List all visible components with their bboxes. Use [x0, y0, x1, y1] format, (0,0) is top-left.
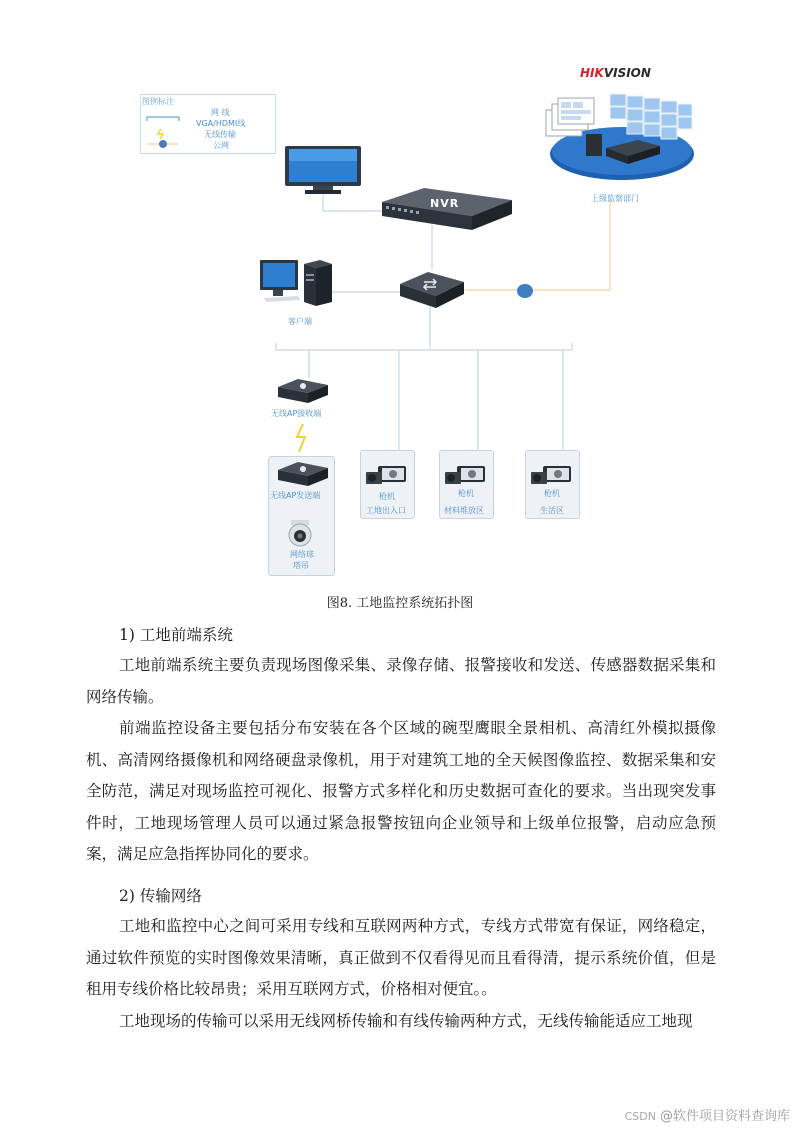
figure-caption: 图8. 工地监控系统拓扑图	[326, 596, 474, 611]
paragraph: 工地和监控中心之间可采用专线和互联网两种方式，专线方式带宽有保证，网络稳定，通过软件预览的实时图像效果清晰，真正做到不仅看得见而且看得清，提示系统价值，但是租用专线价格比较昂贵；采用互联网方式，价格相对便宜。。	[86, 917, 716, 998]
supervision-dept-label: 上级监察部门	[591, 194, 639, 203]
section-heading: 1) 工地前端系统	[119, 626, 233, 644]
ap-sender-label: 无线AP发送端	[270, 491, 321, 500]
paragraph: 工地现场的传输可以采用无线网桥传输和有线传输两种方式，无线传输能适应工地现	[119, 1012, 693, 1030]
dome-camera-name: 网络球	[290, 550, 314, 559]
legend-item-network: 网 线	[211, 108, 230, 117]
bullet-camera-icon	[443, 464, 487, 488]
ap-sender-icon	[276, 460, 330, 490]
legend-item-public: 公网	[213, 141, 229, 150]
client-pc-icon	[258, 256, 338, 312]
monitoring-center-icon	[538, 88, 698, 184]
camera-name: 枪机	[458, 489, 474, 498]
camera-location: 工地出入口	[366, 506, 406, 515]
legend-item-vga: VGA/HDMI线	[196, 119, 246, 128]
ap-receiver-label: 无线AP接收端	[271, 409, 322, 418]
bullet-camera-icon	[529, 464, 573, 488]
camera-name: 枪机	[379, 492, 395, 501]
legend-title: 图例标注	[142, 97, 174, 106]
csdn-label: CSDN	[624, 1110, 656, 1123]
camera-name: 枪机	[544, 489, 560, 498]
nvr-icon	[376, 186, 516, 234]
hikvision-logo: HIKVISION	[580, 66, 651, 80]
csdn-watermark	[625, 1105, 790, 1124]
camera-location: 生活区	[540, 506, 564, 515]
legend-item-wireless: 无线传输	[204, 130, 236, 139]
nvr-label: NVR	[430, 197, 460, 210]
network-switch-icon	[398, 270, 466, 310]
bullet-camera-icon	[364, 464, 408, 488]
legend	[140, 94, 276, 154]
section-heading: 2) 传输网络	[119, 887, 202, 905]
camera-location: 材料堆放区	[444, 506, 484, 515]
watermark-text: @软件项目资料查询库	[659, 1109, 790, 1124]
ap-receiver-icon	[276, 377, 330, 407]
paragraph: 前端监控设备主要包括分布安装在各个区域的碗型鹰眼全景相机、高清红外模拟摄像机、高清网络摄像机和网络硬盘录像机，用于对建筑工地的全天候图像监控、数据采集和安全防范，满足对现场监控可视化、报警方式多样化和历史数据可查化的要求。当出现突发事件时，工地现场管理人员可以通过紧急报警按钮向企业领导和上级单位报警，启动应急预案，满足应急指挥协同化的要求。	[86, 719, 716, 863]
public-network-node	[515, 282, 535, 300]
client-label: 客户端	[288, 317, 312, 326]
paragraph: 工地前端系统主要负责现场图像采集、录像存储、报警接收和发送、传感器数据采集和网络传输。	[86, 656, 716, 706]
monitor-icon	[283, 144, 363, 196]
dome-camera-location: 塔吊	[293, 561, 309, 570]
dome-camera-icon	[287, 520, 313, 548]
